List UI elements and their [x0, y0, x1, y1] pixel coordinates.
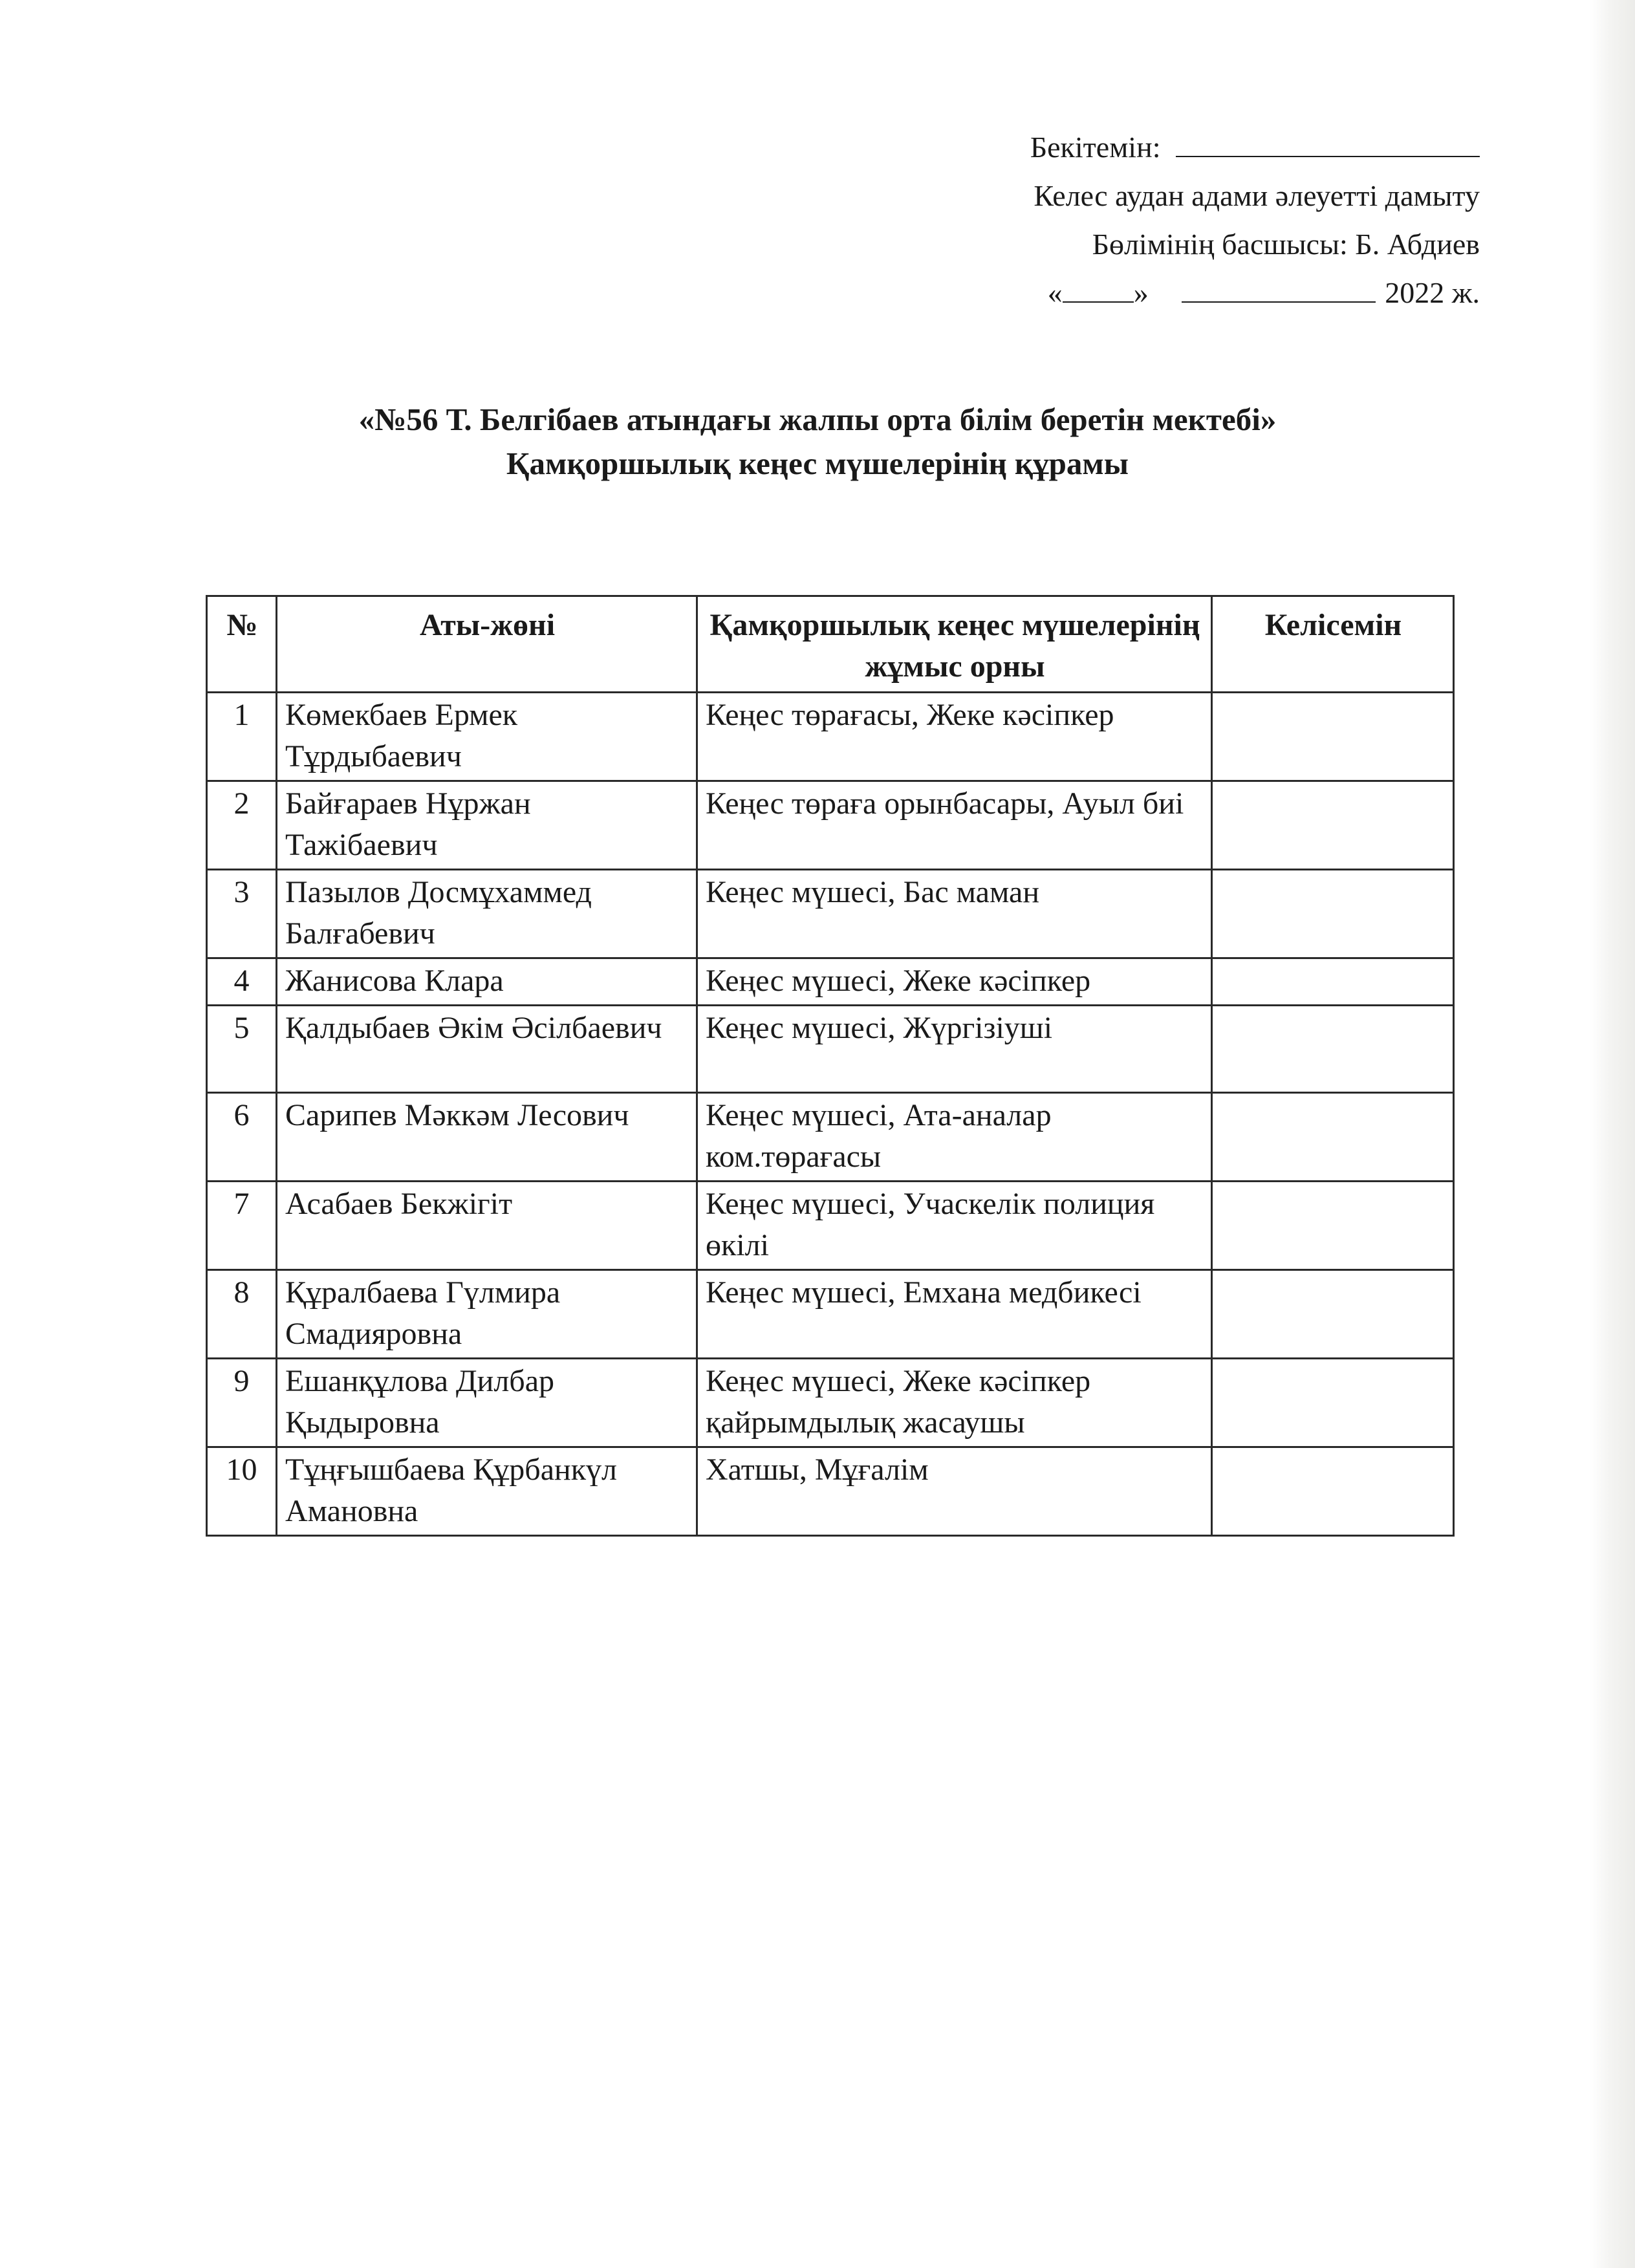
row-num: 6 [207, 1093, 277, 1182]
table-row [207, 1093, 1454, 1182]
row-name: Құралбаева Гүлмира Смадияровна [277, 1270, 697, 1359]
row-num: 7 [207, 1182, 277, 1270]
document-title [0, 398, 1635, 486]
row-position: Кеңес мүшесі, Ата-аналар ком.төрағасы [697, 1093, 1212, 1182]
signature-blank [1176, 130, 1480, 157]
row-name: Қалдыбаев Әкім Әсілбаевич [277, 1006, 697, 1093]
month-blank [1182, 275, 1376, 303]
header-num: № [207, 596, 277, 693]
row-consent [1212, 1359, 1454, 1447]
row-consent [1212, 870, 1454, 958]
row-position: Кеңес мүшесі, Емхана медбикесі [697, 1270, 1212, 1359]
row-name: Байғараев Нұржан Тажібаевич [277, 781, 697, 870]
row-position: Кеңес төрағасы, Жеке кәсіпкер [697, 693, 1212, 781]
row-position: Кеңес мүшесі, Жүргізіуші [697, 1006, 1212, 1093]
approve-label: Бекітемін: [1030, 131, 1161, 164]
row-name: Сарипев Мәккәм Лесович [277, 1093, 697, 1182]
day-blank [1063, 275, 1134, 303]
table-row [207, 1006, 1454, 1093]
table-row [207, 870, 1454, 958]
date-close-quote: » [1133, 276, 1149, 309]
table-row [207, 693, 1454, 781]
approve-line [833, 123, 1480, 171]
head-line: Бөлімінің басшысы: Б. Абдиев [1092, 228, 1480, 261]
row-position: Кеңес мүшесі, Жеке кәсіпкер [697, 958, 1212, 1006]
row-name: Көмекбаев Ермек Тұрдыбаевич [277, 693, 697, 781]
approval-block [833, 123, 1480, 317]
row-name: Асабаев Бекжігіт [277, 1182, 697, 1270]
row-num: 5 [207, 1006, 277, 1093]
org-line: Келес аудан адами әлеуетті дамыту [1034, 179, 1480, 212]
table-header-row [207, 596, 1454, 693]
header-consent: Келісемін [1212, 596, 1454, 693]
title-line-1: «№56 Т. Белгібаев атындағы жалпы орта білім беретін мектебі» [358, 402, 1277, 437]
table-row [207, 1270, 1454, 1359]
row-num: 8 [207, 1270, 277, 1359]
row-name: Тұңғышбаева Құрбанкүл Амановна [277, 1447, 697, 1536]
year-text: 2022 ж. [1385, 276, 1480, 309]
table-row [207, 1182, 1454, 1270]
row-consent [1212, 693, 1454, 781]
row-position: Кеңес мүшесі, Учаскелік полиция өкілі [697, 1182, 1212, 1270]
row-num: 4 [207, 958, 277, 1006]
row-num: 2 [207, 781, 277, 870]
row-consent [1212, 958, 1454, 1006]
row-name: Жанисова Клара [277, 958, 697, 1006]
table-row [207, 1447, 1454, 1536]
row-num: 1 [207, 693, 277, 781]
row-consent [1212, 1006, 1454, 1093]
table-row [207, 958, 1454, 1006]
table-row [207, 1359, 1454, 1447]
members-table [206, 595, 1455, 1537]
row-name: Пазылов Досмұхаммед Балғабевич [277, 870, 697, 958]
header-position: Қамқоршылық кеңес мүшелерінің жұмыс орны [697, 596, 1212, 693]
header-name: Аты-жөні [277, 596, 697, 693]
row-consent [1212, 1447, 1454, 1536]
scan-edge [1590, 0, 1635, 2268]
row-consent [1212, 781, 1454, 870]
row-consent [1212, 1270, 1454, 1359]
row-position: Кеңес мүшесі, Жеке кәсіпкер қайрымдылық жасаушы [697, 1359, 1212, 1447]
row-consent [1212, 1093, 1454, 1182]
row-num: 3 [207, 870, 277, 958]
row-num: 10 [207, 1447, 277, 1536]
row-position: Хатшы, Мұғалім [697, 1447, 1212, 1536]
date-open-quote: « [1047, 276, 1063, 309]
row-name: Ешанқұлова Дилбар Қыдыровна [277, 1359, 697, 1447]
row-consent [1212, 1182, 1454, 1270]
row-position: Кеңес мүшесі, Бас маман [697, 870, 1212, 958]
row-num: 9 [207, 1359, 277, 1447]
table-row [207, 781, 1454, 870]
row-position: Кеңес төраға орынбасары, Ауыл биі [697, 781, 1212, 870]
title-line-2: Қамқоршылық кеңес мүшелерінің құрамы [506, 446, 1129, 481]
date-line [833, 268, 1480, 317]
